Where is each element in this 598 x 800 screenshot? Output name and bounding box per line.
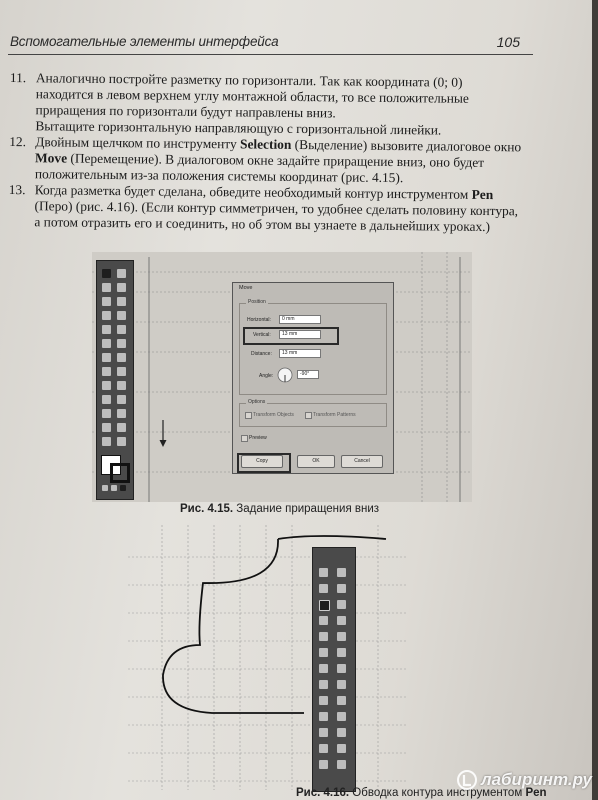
angle-label: Angle:: [259, 373, 274, 379]
watermark: [455, 768, 590, 796]
artboard-tool-icon-2[interactable]: [319, 744, 328, 753]
scale-tool-icon-2[interactable]: [337, 648, 346, 657]
pen-tool-icon-2[interactable]: [319, 600, 330, 611]
mesh-tool-icon-2[interactable]: [319, 696, 328, 705]
lasso-tool-icon-2[interactable]: [337, 584, 346, 593]
scale-tool-icon[interactable]: [117, 339, 126, 348]
step-13: [8, 182, 520, 235]
blend-tool-icon-2[interactable]: [337, 712, 346, 721]
mesh-tool-icon[interactable]: [102, 381, 111, 390]
figure-4-16-text: Обводка контура инструментом: [349, 787, 526, 799]
gradient-mode-icon[interactable]: [111, 485, 117, 491]
step-keyword: Pen: [471, 186, 494, 203]
figure-4-15-number: Рис. 4.15.: [180, 503, 234, 515]
color-mode-icon[interactable]: [102, 485, 108, 491]
figure-4-16: [128, 525, 408, 790]
cancel-button[interactable]: Cancel: [341, 455, 383, 468]
slice-tool-icon-2[interactable]: [337, 744, 346, 753]
vertical-input[interactable]: 13 mm: [279, 330, 321, 339]
graph-tool-icon[interactable]: [117, 409, 126, 418]
arrow-down-icon: [158, 420, 168, 450]
brush-tool-icon[interactable]: [102, 325, 111, 334]
step-keyword: Selection: [239, 136, 292, 152]
eyedropper-tool-icon-2[interactable]: [319, 712, 328, 721]
artboard-tool-icon[interactable]: [102, 423, 111, 432]
gradient-tool-icon[interactable]: [117, 381, 126, 390]
distance-input[interactable]: 13 mm: [279, 349, 321, 358]
none-mode-icon[interactable]: [120, 485, 126, 491]
eyedropper-tool-icon[interactable]: [102, 395, 111, 404]
ok-button[interactable]: OK: [297, 455, 335, 468]
distance-label: Distance:: [251, 351, 272, 357]
figure-4-15: [92, 252, 472, 502]
tools-panel-2: [312, 547, 356, 792]
direct-selection-tool-icon-2[interactable]: [337, 568, 346, 577]
direct-selection-tool-icon[interactable]: [117, 269, 126, 278]
step-text: Двойным щелчком по инструменту: [35, 134, 241, 152]
watermark-text: лабиринт.ру: [481, 770, 592, 789]
preview-checkbox[interactable]: [241, 435, 248, 442]
step-text: (Перо) (рис. 4.16). (Если контур симметричен, то удобнее сделать половину контура, а потом отразить его и соединить, но об этом вы узнаете в дальнейших уроках.): [34, 198, 519, 235]
rotate-tool-icon-2[interactable]: [319, 648, 328, 657]
zoom-tool-icon[interactable]: [117, 437, 126, 446]
step-text: Аналогично постройте разметку по горизонтали. Так как координата (0; 0) находится в левом верхнем углу монтажной области, то все положительные приращения по горизонтали будут направлены вниз.: [35, 70, 469, 121]
vertical-label: Vertical:: [253, 332, 271, 338]
stroke-swatch[interactable]: [110, 463, 130, 483]
figure-4-15-caption: [180, 503, 379, 515]
copy-button[interactable]: Copy: [241, 455, 283, 468]
selection-tool-icon-2[interactable]: [319, 568, 328, 577]
graph-tool-icon-2[interactable]: [337, 728, 346, 737]
brush-tool-icon-2[interactable]: [319, 632, 328, 641]
labirint-logo-icon: [457, 770, 477, 790]
step-number: 11.: [9, 70, 27, 86]
zoom-tool-icon-2[interactable]: [337, 760, 346, 769]
transform-patterns-checkbox[interactable]: [305, 412, 312, 419]
step-number: 13.: [8, 181, 26, 198]
selection-tool-icon[interactable]: [102, 269, 111, 278]
ellipse-tool-icon[interactable]: [117, 311, 126, 320]
page-header: [8, 30, 528, 56]
magic-wand-tool-icon-2[interactable]: [319, 584, 328, 593]
position-group-label: Position: [248, 299, 266, 305]
blob-brush-tool-icon-2[interactable]: [337, 632, 346, 641]
gradient-tool-icon-2[interactable]: [337, 696, 346, 705]
move-dialog-title: Move: [239, 285, 253, 291]
step-keyword: Move: [35, 150, 68, 166]
blob-brush-tool-icon[interactable]: [117, 325, 126, 334]
transform-objects-checkbox[interactable]: [245, 412, 252, 419]
hand-tool-icon[interactable]: [102, 437, 111, 446]
header-rule: [8, 54, 533, 55]
preview-label: Preview: [249, 435, 267, 441]
blend-tool-icon[interactable]: [117, 395, 126, 404]
shape-builder-tool-icon[interactable]: [102, 367, 111, 376]
hand-tool-icon-2[interactable]: [319, 760, 328, 769]
transform-objects-label: Transform Objects: [253, 412, 294, 418]
ellipse-tool-icon-2[interactable]: [337, 616, 346, 625]
type-tool-icon[interactable]: [117, 297, 126, 306]
angle-input[interactable]: -90°: [297, 370, 319, 379]
step-number: 12.: [9, 133, 27, 150]
warp-tool-icon-2[interactable]: [319, 664, 328, 673]
move-dialog: [232, 282, 394, 474]
angle-dial-icon[interactable]: [277, 367, 293, 383]
step-12: [9, 134, 521, 187]
figure-4-16-tool: Pen: [525, 787, 547, 799]
step-text: Когда разметка будет сделана, обведите необходимый контур инструментом: [34, 182, 472, 202]
horizontal-label: Horizontal:: [247, 317, 271, 323]
perspective-tool-icon[interactable]: [117, 367, 126, 376]
step-text: (Выделение) вызовите диалоговое окно: [291, 136, 522, 155]
options-group-label: Options: [248, 399, 266, 405]
slice-tool-icon[interactable]: [117, 423, 126, 432]
symbol-sprayer-tool-icon-2[interactable]: [319, 728, 328, 737]
step-extra-text: Вытащите горизонтальную направляющую с горизонтальной линейки.: [35, 118, 442, 138]
running-title: Вспомогательные элементы интерфейса: [10, 34, 279, 49]
horizontal-input[interactable]: 0 mm: [279, 315, 321, 324]
figure-4-15-text: Задание приращения вниз: [233, 503, 380, 515]
line-tool-icon-2[interactable]: [319, 616, 328, 625]
tools-panel: [96, 260, 134, 500]
pen-outline-artwork: [128, 525, 408, 790]
page-number: 105: [496, 34, 520, 50]
step-11: [9, 70, 522, 139]
free-transform-tool-icon-2[interactable]: [337, 664, 346, 673]
figure-4-16-number: Рис. 4.16.: [296, 787, 350, 799]
line-tool-icon[interactable]: [102, 311, 111, 320]
instruction-steps: [8, 70, 522, 235]
rotate-tool-icon[interactable]: [102, 339, 111, 348]
symbol-sprayer-tool-icon[interactable]: [102, 409, 111, 418]
warp-tool-icon[interactable]: [102, 353, 111, 362]
magic-wand-tool-icon[interactable]: [102, 283, 111, 292]
lasso-tool-icon[interactable]: [117, 283, 126, 292]
type-tool-icon-2[interactable]: [337, 600, 346, 609]
shape-builder-tool-icon-2[interactable]: [319, 680, 328, 689]
transform-patterns-label: Transform Patterns: [313, 412, 356, 418]
step-text: (Перемещение). В диалоговом окне задайте приращение вниз, оно будет положительным из-за положения системы координат (рис. 4.15).: [34, 150, 485, 186]
pen-tool-icon[interactable]: [102, 297, 111, 306]
free-transform-tool-icon[interactable]: [117, 353, 126, 362]
perspective-tool-icon-2[interactable]: [337, 680, 346, 689]
